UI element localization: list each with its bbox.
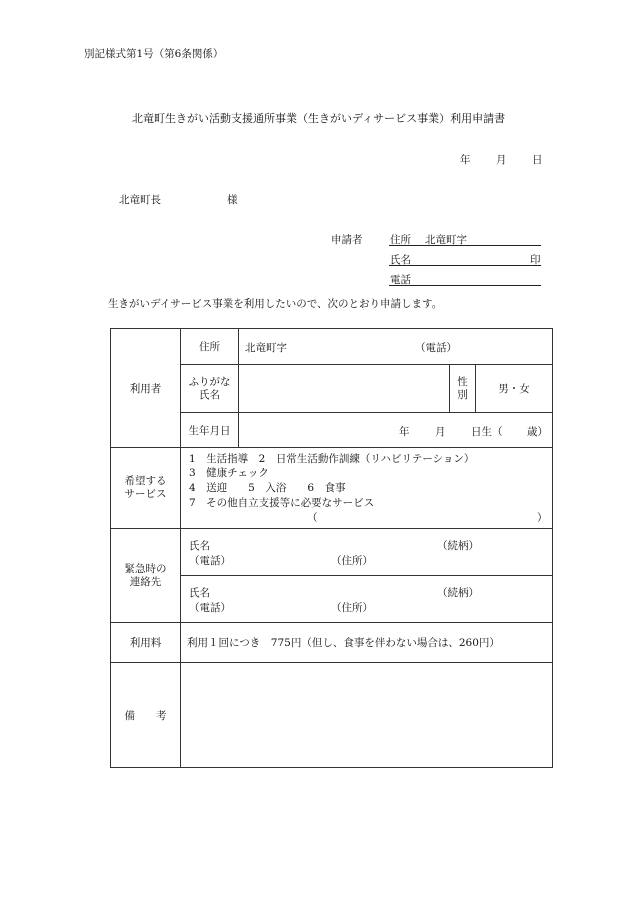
user-name-label: 氏名	[199, 388, 220, 401]
sex-label-1: 性	[457, 375, 468, 388]
honorific: 様	[227, 194, 238, 206]
remarks-field[interactable]	[181, 663, 553, 768]
fee-text-cell	[181, 623, 553, 663]
remarks-row	[111, 663, 553, 768]
user-phone-label: （電話）	[415, 342, 457, 354]
applicant-name-line[interactable]	[389, 265, 541, 266]
birth-month-label: 月	[435, 426, 446, 438]
emergency-2-name-label: 氏名	[189, 587, 210, 599]
service-line-1: 1 生活指導 2 日常生活動作訓練（リハビリテーション）	[189, 453, 475, 465]
user-address-label-cell	[181, 329, 239, 365]
sex-label-cell	[450, 365, 476, 413]
emergency-2-relation-label: （続柄）	[437, 587, 479, 599]
user-address-value: 北竜町字	[245, 342, 287, 354]
service-line-4: 7 その他自立支援等に必要なサービス	[189, 497, 375, 509]
applicant-phone-label: 電話	[390, 274, 411, 286]
emergency-contact-1-field[interactable]	[181, 529, 553, 576]
emergency-1-relation-label: （続柄）	[437, 540, 479, 552]
emergency-header-cell	[111, 529, 181, 623]
services-row	[111, 448, 553, 529]
sex-options: 男・女	[498, 383, 530, 395]
applicant-name-label: 氏名	[390, 254, 411, 266]
emergency-2-address-label: （住所）	[331, 602, 373, 614]
services-header-1: 希望する	[124, 475, 167, 487]
emergency-1-phone-label: （電話）	[189, 555, 231, 567]
emergency-1-address-label: （住所）	[331, 555, 373, 567]
user-address-field[interactable]	[239, 329, 553, 365]
user-name-label-cell	[181, 365, 239, 413]
addressee: 北竜町長	[119, 194, 161, 206]
emergency-row-1	[111, 529, 553, 576]
emergency-header-2: 連絡先	[129, 575, 162, 588]
sex-label-2: 別	[457, 388, 468, 401]
services-header-cell	[111, 448, 181, 529]
date-month-label: 月	[496, 154, 507, 166]
fee-header: 利用料	[129, 637, 162, 649]
date-year-label: 年	[460, 154, 471, 166]
user-address-label: 住所	[199, 341, 220, 353]
services-field[interactable]	[181, 448, 553, 529]
birth-year-label: 年	[399, 426, 410, 438]
remarks-header: 備 考	[124, 709, 167, 722]
applicant-address-line[interactable]	[389, 245, 541, 246]
emergency-1-name-label: 氏名	[189, 540, 210, 552]
date-day-label: 日	[532, 154, 543, 166]
service-other-paren-open: （	[307, 512, 318, 524]
birth-label-cell	[181, 413, 239, 448]
intro-text: 生きがいデイサービス事業を利用したいので、次のとおり申請します。	[108, 298, 443, 310]
application-form-table	[110, 328, 553, 768]
user-name-field[interactable]	[239, 365, 450, 413]
birth-date-field[interactable]	[239, 413, 553, 448]
applicant-address-value: 北竜町字	[425, 234, 467, 246]
birth-label: 生年月日	[188, 424, 231, 437]
remarks-header-cell	[111, 663, 181, 768]
fee-row	[111, 623, 553, 663]
birth-day-label: 日生（	[471, 426, 503, 438]
user-header-cell	[111, 329, 181, 448]
furigana-label: ふりがな	[188, 375, 231, 388]
service-line-3: 4 送迎 5 入浴 6 食事	[189, 482, 346, 494]
fee-header-cell	[111, 623, 181, 663]
sex-option-field[interactable]	[476, 365, 553, 413]
emergency-header-1: 緊急時の	[124, 562, 167, 575]
user-header: 利用者	[129, 382, 162, 395]
emergency-contact-2-field[interactable]	[181, 576, 553, 623]
applicant-address-label: 住所	[390, 234, 411, 246]
seal-mark: 印	[530, 254, 541, 266]
emergency-2-phone-label: （電話）	[189, 602, 231, 614]
birth-age-label: 歳）	[527, 426, 548, 438]
applicant-phone-line[interactable]	[389, 285, 541, 286]
applicant-label: 申請者	[331, 234, 363, 246]
service-line-2: 3 健康チェック	[189, 467, 269, 479]
user-address-row	[111, 329, 553, 365]
fee-text: 利用１回につき 775円（但し、食事を伴わない場合は、260円）	[187, 637, 500, 649]
form-reference: 別記様式第1号（第6条関係）	[84, 48, 224, 60]
services-header-2: サービス	[124, 488, 167, 500]
service-other-paren-close: ）	[537, 512, 548, 524]
document-title: 北竜町生きがい活動支援通所事業（生きがいディサービス事業）利用申請書	[132, 112, 506, 125]
